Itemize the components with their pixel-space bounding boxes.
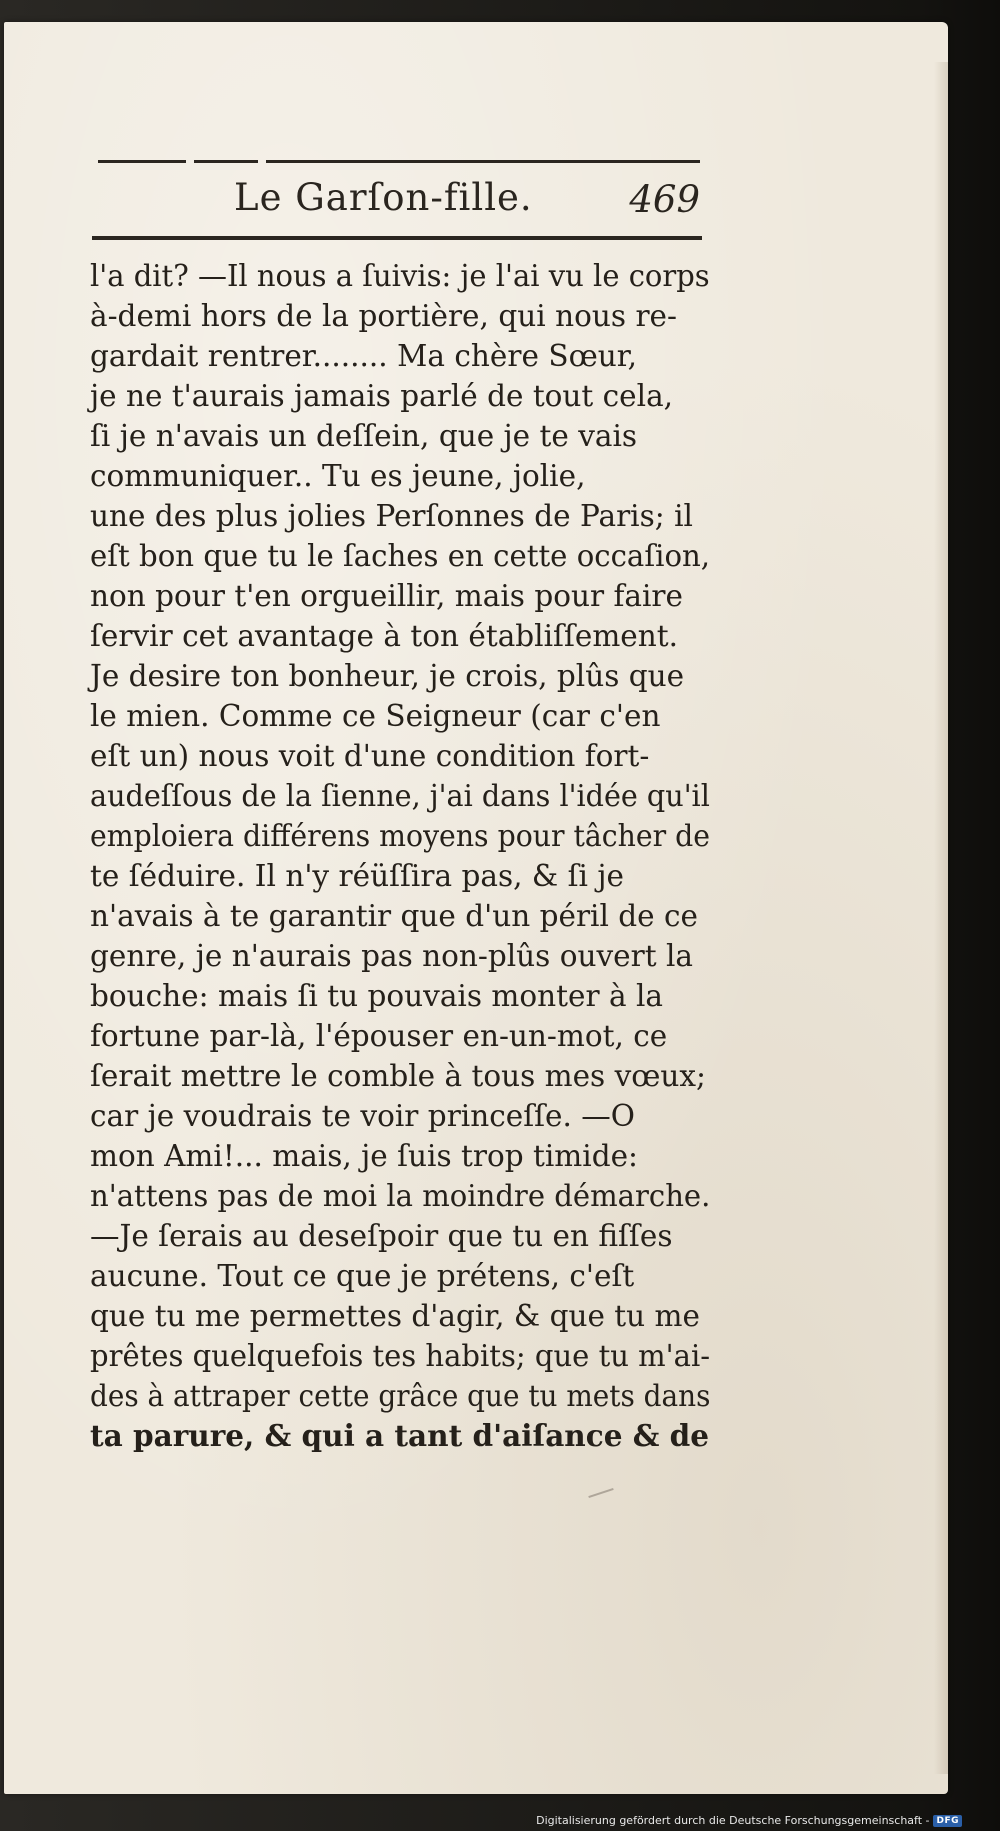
text-line: genre, je n'aurais pas non-plûs ouvert la xyxy=(90,939,693,973)
text-line: n'avais à te garantir que d'un péril de ce xyxy=(90,899,698,933)
text-line: des à attraper cette grâce que tu mets dans xyxy=(90,1379,711,1413)
running-title: Le Garſon-fille. xyxy=(234,176,533,219)
page-header xyxy=(98,172,700,228)
text-line: non pour t'en orgueillir, mais pour faire xyxy=(90,579,683,613)
digitization-credit xyxy=(536,1814,962,1827)
text-line: je ne t'aurais jamais parlé de tout cela, xyxy=(90,379,674,413)
header-bottom-rule xyxy=(92,236,702,240)
text-line: eſt un) nous voit d'une condition fort- xyxy=(90,739,650,773)
header-top-rule xyxy=(98,160,700,163)
text-line: aucune. Tout ce que je prétens, c'eſt xyxy=(90,1259,635,1293)
text-line: car je voudrais te voir princeſſe. —O xyxy=(90,1099,635,1133)
credit-text: Digitalisierung gefördert durch die Deutsche Forschungsgemeinschaft - xyxy=(536,1814,930,1827)
text-line: ta parure, & qui a tant d'aiſance & de xyxy=(90,1418,710,1453)
text-line: gardait rentrer........ Ma chère Sœur, xyxy=(90,339,637,373)
text-line: Je desire ton bonheur, je crois, plûs que xyxy=(90,659,685,693)
page-number: 469 xyxy=(629,178,700,221)
text-line: eſt bon que tu le ſaches en cette occaſion, xyxy=(90,539,711,573)
text-line: le mien. Comme ce Seigneur (car c'en xyxy=(90,699,661,733)
text-line: emploiera différens moyens pour tâcher de xyxy=(90,819,711,853)
text-line: n'attens pas de moi la moindre démarche. xyxy=(90,1179,711,1213)
text-line: —Je ſerais au deseſpoir que tu en fiſſes xyxy=(90,1219,673,1253)
text-line: bouche: mais ſi tu pouvais monter à la xyxy=(90,979,663,1013)
body-text xyxy=(90,256,710,1456)
text-line: mon Ami!... mais, je ſuis trop timide: xyxy=(90,1139,638,1173)
text-line: communiquer.. Tu es jeune, jolie, xyxy=(90,459,586,493)
text-line: prêtes quelquefois tes habits; que tu m'ai- xyxy=(90,1339,711,1373)
text-line: que tu me permettes d'agir, & que tu me xyxy=(90,1299,700,1333)
text-line: audeſſous de la ſienne, j'ai dans l'idée qu'il xyxy=(90,779,710,813)
text-line: ſervir cet avantage à ton établiſſement. xyxy=(90,619,678,653)
text-line: ſerait mettre le comble à tous mes vœux; xyxy=(90,1059,706,1093)
text-line: l'a dit? —Il nous a ſuivis: je l'ai vu le corps xyxy=(90,259,710,293)
text-line: à-demi hors de la portière, qui nous re- xyxy=(90,299,677,333)
text-line: une des plus jolies Perſonnes de Paris; il xyxy=(90,499,693,533)
text-line: te ſéduire. Il n'y réüſſira pas, & ſi je xyxy=(90,859,624,893)
text-line: ſi je n'avais un deſſein, que je te vais xyxy=(90,419,638,453)
text-line: fortune par-là, l'épouser en-un-mot, ce xyxy=(90,1019,668,1053)
dfg-logo: DFG xyxy=(933,1815,962,1827)
page-edge-shadow xyxy=(934,62,948,1774)
